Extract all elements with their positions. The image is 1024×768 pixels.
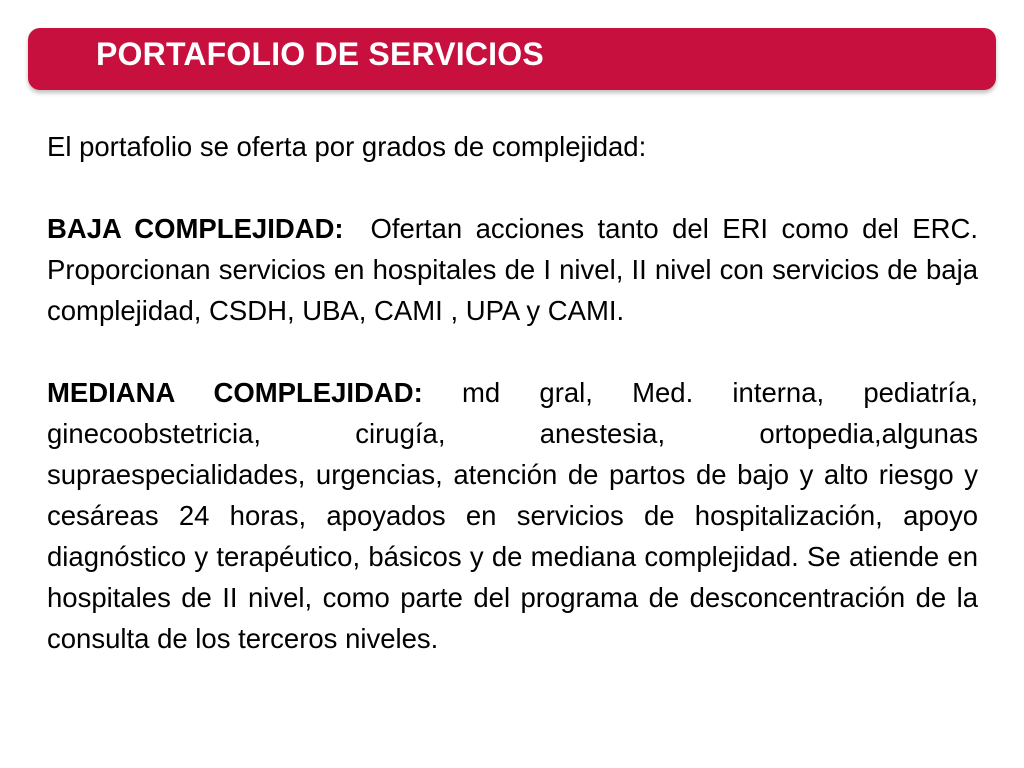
intro-text: El portafolio se oferta por grados de complejidad: [47,131,647,162]
baja-complejidad-label: BAJA COMPLEJIDAD: [47,213,344,244]
mediana-complejidad-text: md gral, Med. interna, pediatría, ginecoobstetricia, cirugía, anestesia, ortopedia,algunas supraespecialidades, urgencias, atención de partos de bajo y alto riesgo y cesáreas 24 horas, apoyados en servicios de hospitalización, apoyo diagnóstico y terapéutico, básicos y de mediana complejidad. Se atiende en hospitales de II nivel, como parte del programa de desconcentración de la consulta de los terceros niveles. [47,377,979,654]
slide-body [47,126,978,659]
mediana-complejidad-label: MEDIANA COMPLEJIDAD: [47,377,423,408]
title-banner [28,28,996,90]
baja-complejidad-text: Ofertan acciones tanto del ERI como del ERC. Proporcionan servicios en hospitales de I nivel, II nivel con servicios de baja complejidad, CSDH, UBA, CAMI , UPA y CAMI. [47,213,978,326]
baja-complejidad-paragraph [47,208,978,331]
page-title: PORTAFOLIO DE SERVICIOS [96,36,544,72]
mediana-complejidad-paragraph [47,372,978,659]
